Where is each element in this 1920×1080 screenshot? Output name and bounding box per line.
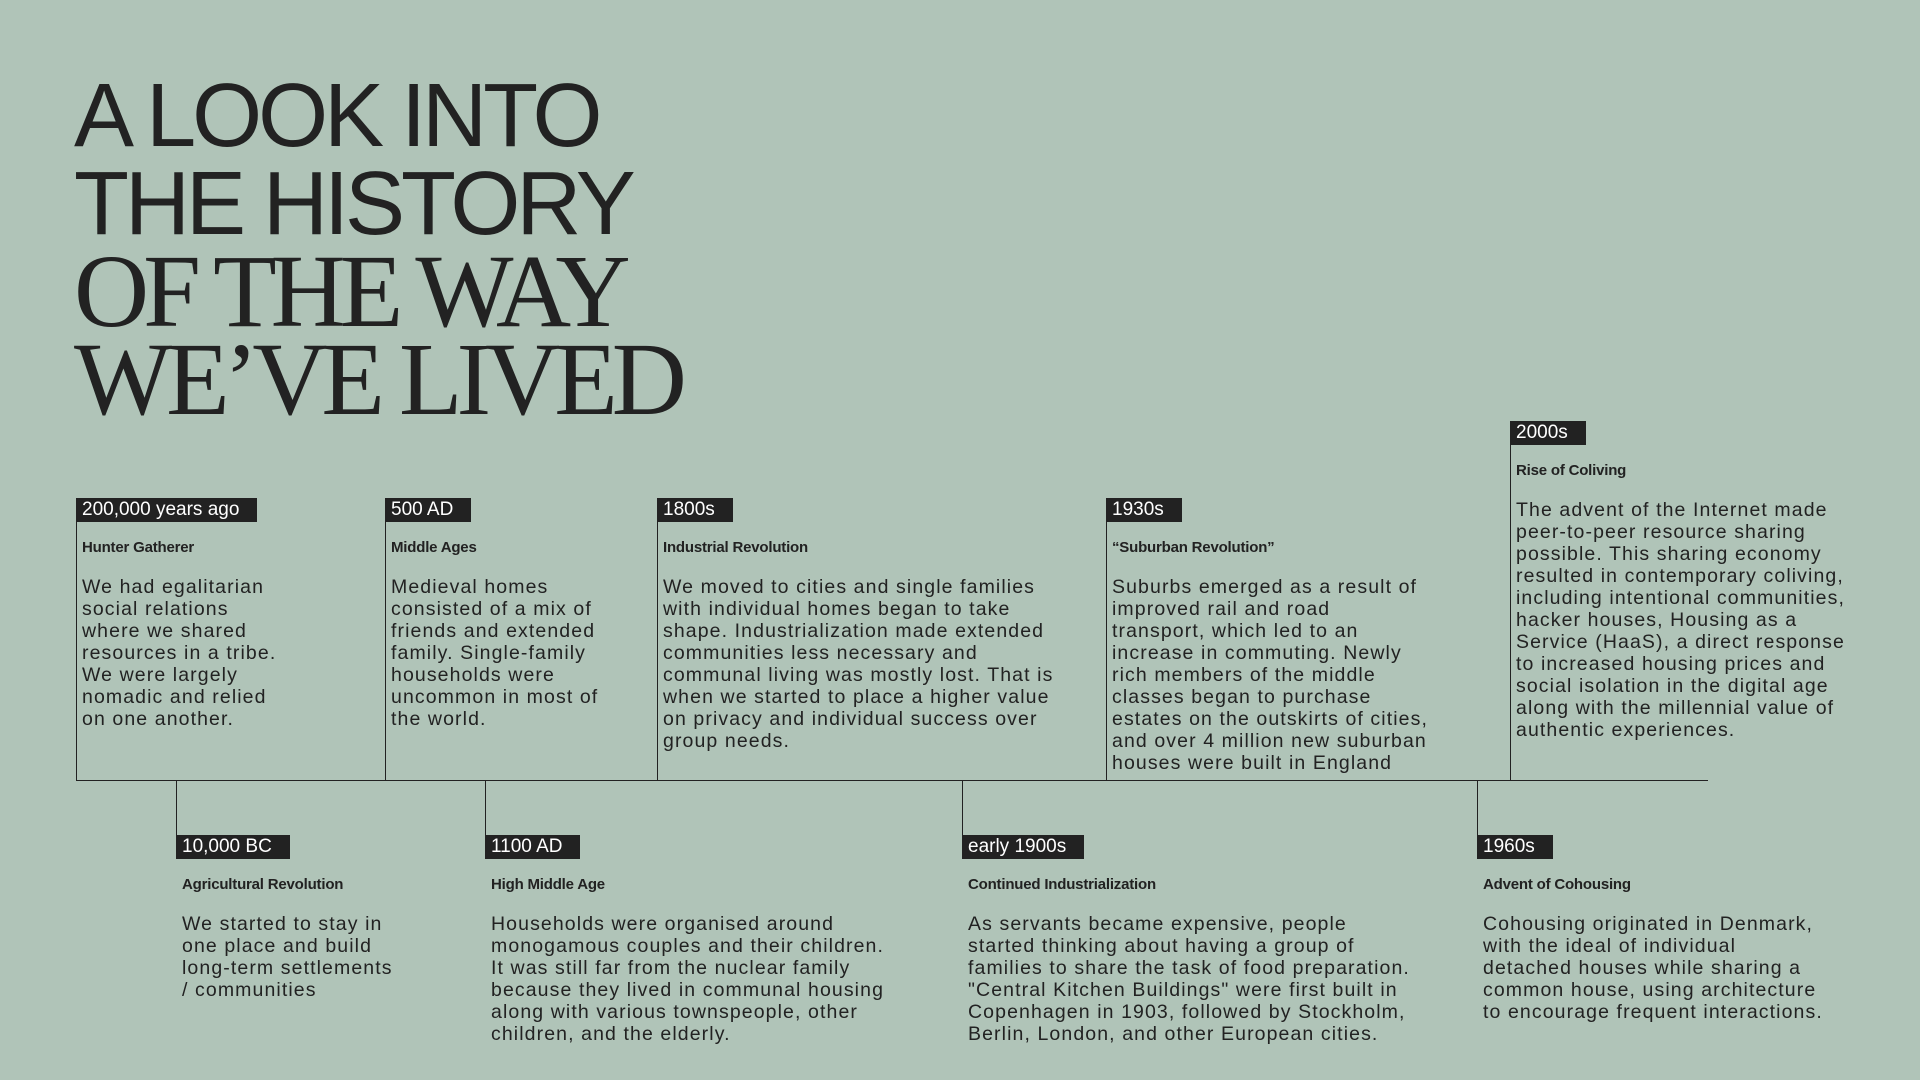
event-description: Households were organised around monogamous couples and their children. It was still far from the nuclear family because they lived in communal housing along with various townspeople, other children, and the elderly.: [491, 913, 885, 1045]
event-label: Industrial Revolution: [663, 539, 808, 556]
title-line-3: OF THE WAY: [74, 234, 625, 349]
event-date-badge: early 1900s: [962, 835, 1084, 859]
page-title: [74, 66, 681, 437]
title-line-1: A LOOK INTO: [74, 66, 599, 166]
event-description: Suburbs emerged as a result of improved rail and road transport, which led to an increase in commuting. Newly rich members of the middle classes began to purchase estates on the outskirts of cities, and over 4 million new suburban houses were built in England: [1112, 576, 1428, 774]
event-description: Cohousing originated in Denmark, with the ideal of individual detached houses while sharing a common house, using architecture to encourage frequent interactions.: [1483, 913, 1823, 1023]
event-date-badge: 200,000 years ago: [76, 498, 257, 522]
timeline-event-1930s: [1106, 498, 1506, 774]
event-label: Hunter Gatherer: [82, 539, 195, 556]
event-date-badge: 1100 AD: [485, 835, 580, 859]
event-label: Rise of Coliving: [1516, 462, 1627, 479]
event-label: High Middle Age: [491, 876, 605, 893]
title-line-2: THE HISTORY: [74, 154, 632, 254]
title-line-4: WE’VE LIVED: [74, 322, 681, 437]
event-date-badge: 1960s: [1477, 835, 1553, 859]
event-label: Agricultural Revolution: [182, 876, 344, 893]
event-description: Medieval homes consisted of a mix of friends and extended family. Single-family households were uncommon in most of the world.: [391, 576, 599, 730]
timeline-event-1100-ad: [485, 835, 955, 1045]
event-description: We had egalitarian social relations where we shared resources in a tribe. We were largely nomadic and relied on one another.: [82, 576, 277, 730]
event-description: We started to stay in one place and build long-term settlements / communities: [182, 913, 393, 1001]
event-label: Continued Industrialization: [968, 876, 1156, 893]
timeline-event-2000s: [1510, 421, 1910, 741]
event-date-badge: 10,000 BC: [176, 835, 290, 859]
event-date-badge: 500 AD: [385, 498, 471, 522]
event-description: The advent of the Internet made peer-to-peer resource sharing possible. This sharing economy resulted in contemporary coliving, including intentional communities, hacker houses, Housing as a Service (HaaS), a direct response to increased housing prices and social isolation in the digital age along with the millennial value of authentic experiences.: [1516, 499, 1845, 741]
timeline-event-200000-years-ago: [76, 498, 376, 730]
timeline-event-500-ad: [385, 498, 650, 730]
event-date-badge: 2000s: [1510, 421, 1586, 445]
event-description: As servants became expensive, people started thinking about having a group of families to share the task of food preparation. "Central Kitchen Buildings" were first built in Copenhagen in 1903, followed by Stockholm, Berlin, London, and other European cities.: [968, 913, 1410, 1045]
timeline-event-early-1900s: [962, 835, 1472, 1045]
event-date-badge: 1800s: [657, 498, 733, 522]
event-date-badge: 1930s: [1106, 498, 1182, 522]
event-label: “Suburban Revolution”: [1112, 539, 1275, 556]
timeline-event-10000-bc: [176, 835, 476, 1001]
timeline-event-1960s: [1477, 835, 1897, 1023]
timeline-axis: [76, 780, 1708, 781]
event-description: We moved to cities and single families with individual homes began to take shape. Industrialization made extended communities less necessary and communal living was mostly lost. That is when we started to place a higher value on privacy and individual success over group needs.: [663, 576, 1054, 752]
timeline-event-1800s: [657, 498, 1097, 752]
event-label: Middle Ages: [391, 539, 477, 556]
event-label: Advent of Cohousing: [1483, 876, 1631, 893]
